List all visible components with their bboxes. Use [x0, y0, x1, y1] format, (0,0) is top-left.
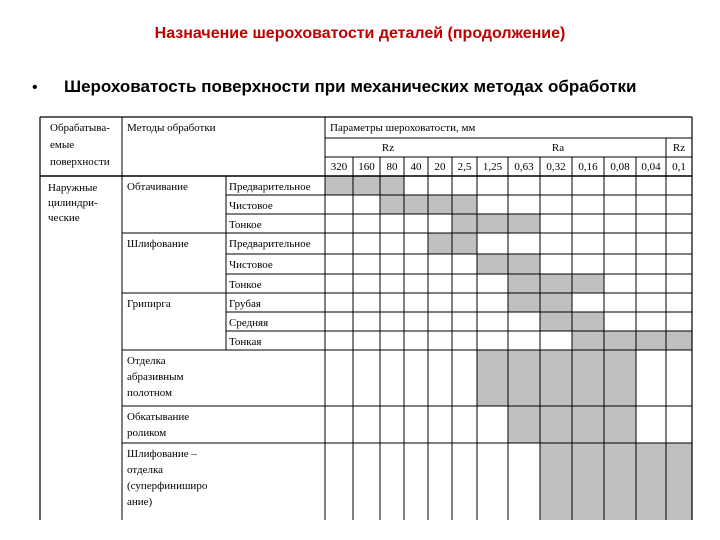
header-value: 40 [410, 161, 422, 173]
method-label: Грипирга [127, 298, 171, 310]
method-label: Обкатывание [127, 411, 190, 423]
shaded-cell [604, 406, 636, 443]
method-label: Шлифование – [127, 448, 197, 460]
header-value: 320 [330, 161, 348, 173]
header-surfaces-label: емые [50, 139, 75, 151]
method-label: Обтачивание [127, 181, 188, 193]
shaded-cell [508, 214, 540, 233]
method-label: абразивным [127, 371, 184, 383]
shaded-cell [604, 443, 636, 520]
shaded-cell [508, 254, 540, 274]
slide-title: Назначение шероховатости деталей (продолжение) [154, 25, 566, 42]
bullet: • [32, 79, 38, 96]
shaded-cell [540, 312, 572, 331]
shaded-cell [353, 176, 380, 195]
shaded-cell [540, 406, 572, 443]
shaded-cell [636, 443, 666, 520]
shaded-cell [540, 274, 572, 293]
method-label: Отделка [127, 355, 166, 367]
shaded-cell [666, 331, 692, 350]
shaded-cell [477, 350, 508, 406]
shaded-cell [428, 233, 452, 254]
shaded-cell [452, 233, 477, 254]
header-value: 0,08 [610, 161, 630, 173]
submethod-label: Предварительное [229, 181, 311, 193]
shaded-cell [572, 331, 604, 350]
shaded-cell [452, 195, 477, 214]
header-value: 0,1 [672, 161, 686, 173]
submethod-label: Чистовое [229, 259, 273, 271]
header-value: 0,63 [514, 161, 534, 173]
shaded-cell [477, 214, 508, 233]
shaded-cell [380, 195, 404, 214]
method-label: Шлифование [127, 238, 189, 250]
submethod-label: Средняя [229, 317, 269, 329]
surface-label: цилиндри- [48, 197, 98, 209]
header-methods-label: Методы обработки [127, 122, 216, 134]
header-value: 20 [434, 161, 446, 173]
header-surfaces-label: поверхности [50, 156, 110, 168]
header-value: 160 [358, 161, 375, 173]
shaded-cell [404, 195, 428, 214]
method-label: ание) [127, 496, 153, 508]
slide-subtitle: Шероховатость поверхности при механических методах обработки [64, 77, 637, 96]
shaded-cell [666, 443, 692, 520]
shaded-cell [508, 406, 540, 443]
header-value: 0,32 [546, 161, 566, 173]
shaded-cell [604, 331, 636, 350]
shaded-cell [452, 214, 477, 233]
submethod-label: Тонкое [229, 219, 262, 231]
shaded-cell [540, 443, 572, 520]
header-rz-label: Rz [672, 142, 686, 154]
shaded-cell [428, 195, 452, 214]
shaded-cell [540, 350, 572, 406]
header-value: 1,25 [482, 161, 503, 173]
header-value: 0,16 [578, 161, 598, 173]
shaded-cell [572, 274, 604, 293]
shaded-cell [540, 293, 572, 312]
header-value: 80 [386, 161, 398, 173]
shaded-cell [604, 350, 636, 406]
submethod-label: Тонкая [229, 336, 262, 348]
shaded-cell [477, 254, 508, 274]
submethod-label: Грубая [229, 298, 261, 310]
submethod-label: Чистовое [229, 200, 273, 212]
shaded-cell [636, 331, 666, 350]
header-surfaces-label: Обрабатыва- [50, 122, 110, 134]
shaded-cell [325, 176, 353, 195]
method-label: полотном [127, 387, 173, 399]
method-label: отделка [127, 464, 164, 476]
header-value: 2,5 [457, 161, 472, 173]
shaded-cell [572, 443, 604, 520]
shaded-cell [572, 312, 604, 331]
shaded-cell [380, 176, 404, 195]
shaded-cell [508, 350, 540, 406]
shaded-cell [572, 406, 604, 443]
surface-label: ческие [48, 212, 80, 224]
shaded-cell [508, 274, 540, 293]
shaded-cell [508, 293, 540, 312]
shaded-cell [572, 350, 604, 406]
method-label: роликом [127, 427, 167, 439]
method-label: (суперфиниширо [127, 480, 208, 492]
submethod-label: Тонкое [229, 279, 262, 291]
header-params-label: Параметры шероховатости, мм [330, 122, 476, 134]
submethod-label: Предварительное [229, 238, 311, 250]
header-ra-label: Ra [551, 142, 565, 154]
header-rz-label: Rz [381, 142, 395, 154]
surface-label: Наружные [48, 182, 98, 194]
header-value: 0,04 [641, 161, 661, 173]
